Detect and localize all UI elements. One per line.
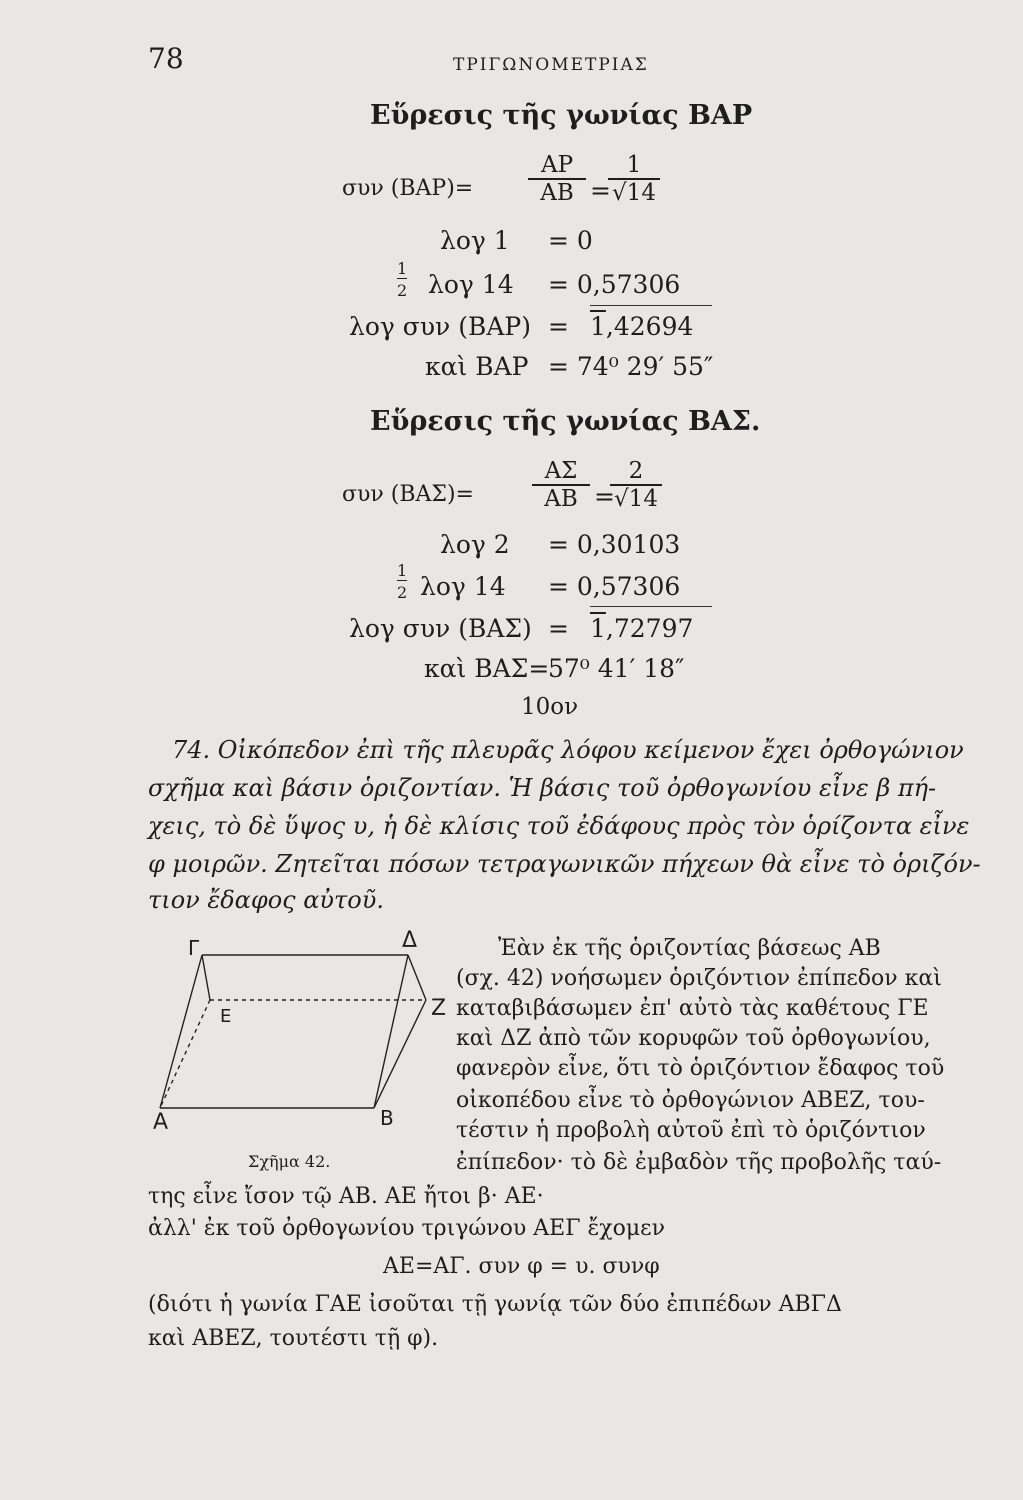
section2-line3-eq: =: [548, 614, 569, 643]
section2-fraction-2-sqrt14: [610, 458, 662, 512]
section1-cos-lhs: συν (ΒΑΡ)=: [342, 176, 474, 201]
section1-heading-text: Εὕρεσις τῆς γωνίας ΒΑΡ: [370, 100, 753, 131]
section2-line4-lhs: καὶ ΒΑΣ=: [424, 654, 550, 683]
section2-line3-lhs: λογ συν (ΒΑΣ): [349, 614, 532, 643]
section2-line4-rhs: 57⁰ 41′ 18″: [548, 654, 685, 683]
edge-DB: [374, 955, 408, 1108]
section1-frac2-num: 1: [608, 152, 660, 180]
label-E: Ε: [220, 1006, 232, 1027]
section2-eq: =: [594, 482, 615, 511]
section2-line2-rhs: = 0,57306: [548, 572, 681, 601]
solution-line-7: τέστιν ἡ προβολὴ αὐτοῦ ἐπὶ τὸ ὁριζόντιον: [456, 1118, 926, 1143]
section2-frac2-num: 2: [610, 458, 662, 486]
label-Z: Ζ: [431, 996, 447, 1021]
section1-line2-lhs: λογ 14: [428, 270, 514, 299]
problem-line-3: χεις, τὸ δὲ ὕψος υ, ἡ δὲ κλίσις τοῦ ἐδάφους πρὸς τὸν ὁρίζοντα εἶνε: [148, 812, 970, 840]
section2-line3-char: 1: [590, 614, 606, 643]
section2-heading: [370, 406, 760, 437]
figure-42: [150, 925, 450, 1165]
solution-line-4: καὶ ΔΖ ἀπὸ τῶν κορυφῶν τοῦ ὀρθογωνίου,: [456, 1026, 931, 1051]
section2-half-num: 1: [397, 561, 408, 580]
solution-line-1: Ἐὰν ἐκ τῆς ὁριζοντίας βάσεως ΑΒ: [498, 936, 881, 961]
solution-line-12: (διότι ἡ γωνία ΓΑΕ ἰσοῦται τῇ γωνίᾳ τῶν δύο ἐπιπέδων ΑΒΓΔ: [148, 1292, 842, 1317]
solution-line-5: φανερὸν εἶνε, ὅτι τὸ ὁριζόντιον ἔδαφος τοῦ: [456, 1056, 945, 1081]
section2-frac1-num: ΑΣ: [532, 458, 590, 486]
section2-line1-lhs: λογ 2: [440, 530, 510, 559]
solution-line-2: (σχ. 42) νοήσωμεν ὁριζόντιον ἐπίπεδον καὶ: [456, 966, 942, 991]
section2-heading-text: Εὕρεσις τῆς γωνίας ΒΑΣ.: [370, 406, 761, 437]
solution-line-11: ΑΕ=ΑΓ. συν φ = υ. συνφ: [383, 1254, 660, 1279]
label-A: Α: [153, 1110, 169, 1135]
section1-frac1-den: ΑΒ: [540, 180, 574, 206]
section2-line3-rest: ,72797: [605, 614, 694, 643]
section2-line2-lhs: λογ 14: [420, 572, 506, 601]
problem-line-2: σχῆμα καὶ βάσιν ὁριζοντίαν. Ἡ βάσις τοῦ ὀρθογωνίου εἶνε β πή-: [148, 774, 937, 802]
problem-line-1: 74. Οἰκόπεδον ἐπὶ τῆς πλευρᾶς λόφου κείμενον ἔχει ὀρθογώνιον: [172, 736, 964, 764]
section1-line4-rhs: = 74⁰ 29′ 55″: [548, 352, 714, 381]
problem-label: 10ον: [521, 694, 579, 720]
section1-fraction-1-sqrt14: [608, 152, 660, 206]
section1-eq: =: [590, 176, 611, 205]
section1-half-den: 2: [397, 281, 408, 300]
figure-caption: Σχῆμα 42.: [248, 1152, 331, 1171]
section1-line1-lhs: λογ 1: [440, 226, 510, 255]
solution-line-9: της εἶνε ἴσον τῷ ΑΒ. ΑΕ ἤτοι β· ΑΕ·: [148, 1184, 544, 1209]
section1-fraction-ap-ab: [528, 152, 586, 206]
section1-line1-rhs: = 0: [548, 226, 593, 255]
section2-line3-value: [590, 614, 693, 643]
solution-line-8: ἐπίπεδον· τὸ δὲ ἐμβαδὸν τῆς προβολῆς ταύ-: [456, 1150, 942, 1175]
section1-heading: [370, 100, 752, 131]
section1-frac1-num: ΑΡ: [528, 152, 586, 180]
section1-half-num: 1: [397, 259, 408, 278]
section1-line3-value: [590, 312, 693, 341]
section1-frac2-den: √14: [612, 180, 656, 206]
label-G: Γ: [188, 936, 200, 960]
running-head: ΤΡΙΓΩΝΟΜΕΤΡΙΑΣ: [453, 55, 649, 75]
problem-line-5: τιον ἔδαφος αὐτοῦ.: [148, 886, 384, 914]
section2-line1-rhs: = 0,30103: [548, 530, 681, 559]
page-number: 78: [148, 42, 184, 75]
solution-line-13: καὶ ΑΒΕΖ, τουτέστι τῇ φ).: [148, 1326, 439, 1351]
section1-line3-rest: ,42694: [605, 312, 694, 341]
section2-frac2-den: √14: [614, 486, 658, 512]
section1-line3-eq: =: [548, 312, 569, 341]
label-D: Δ: [402, 928, 418, 953]
section1-sum-rule: [590, 305, 712, 306]
section1-line3-lhs: λογ συν (ΒΑΡ): [349, 312, 531, 341]
section2-cos-lhs: συν (ΒΑΣ)=: [342, 482, 474, 507]
solution-line-10: ἀλλ' ἐκ τοῦ ὀρθογωνίου τριγώνου ΑΕΓ ἔχομεν: [148, 1216, 665, 1241]
edge-DZ: [408, 955, 426, 1000]
solution-line-6: οἰκοπέδου εἶνε τὸ ὀρθογώνιον ΑΒΕΖ, του-: [456, 1088, 925, 1113]
solution-line-3: καταβιβάσωμεν ἐπ' αὐτὸ τὰς καθέτους ΓΕ: [456, 996, 929, 1021]
problem-line-4: φ μοιρῶν. Ζητεῖται πόσων τετραγωνικῶν πήχεων θὰ εἶνε τὸ ὁριζόν-: [148, 850, 981, 878]
section1-line4-lhs: καὶ ΒΑΡ: [425, 352, 529, 381]
edge-ZB: [374, 1000, 426, 1108]
section2-half-den: 2: [397, 583, 408, 602]
section2-frac1-den: ΑΒ: [544, 486, 578, 512]
section2-sum-rule: [590, 606, 712, 607]
edge-GE: [202, 955, 210, 1000]
section2-fraction-as-ab: [532, 458, 590, 512]
label-B: Β: [380, 1106, 394, 1130]
section1-line3-char: 1: [590, 312, 606, 341]
section1-line2-rhs: = 0,57306: [548, 270, 681, 299]
